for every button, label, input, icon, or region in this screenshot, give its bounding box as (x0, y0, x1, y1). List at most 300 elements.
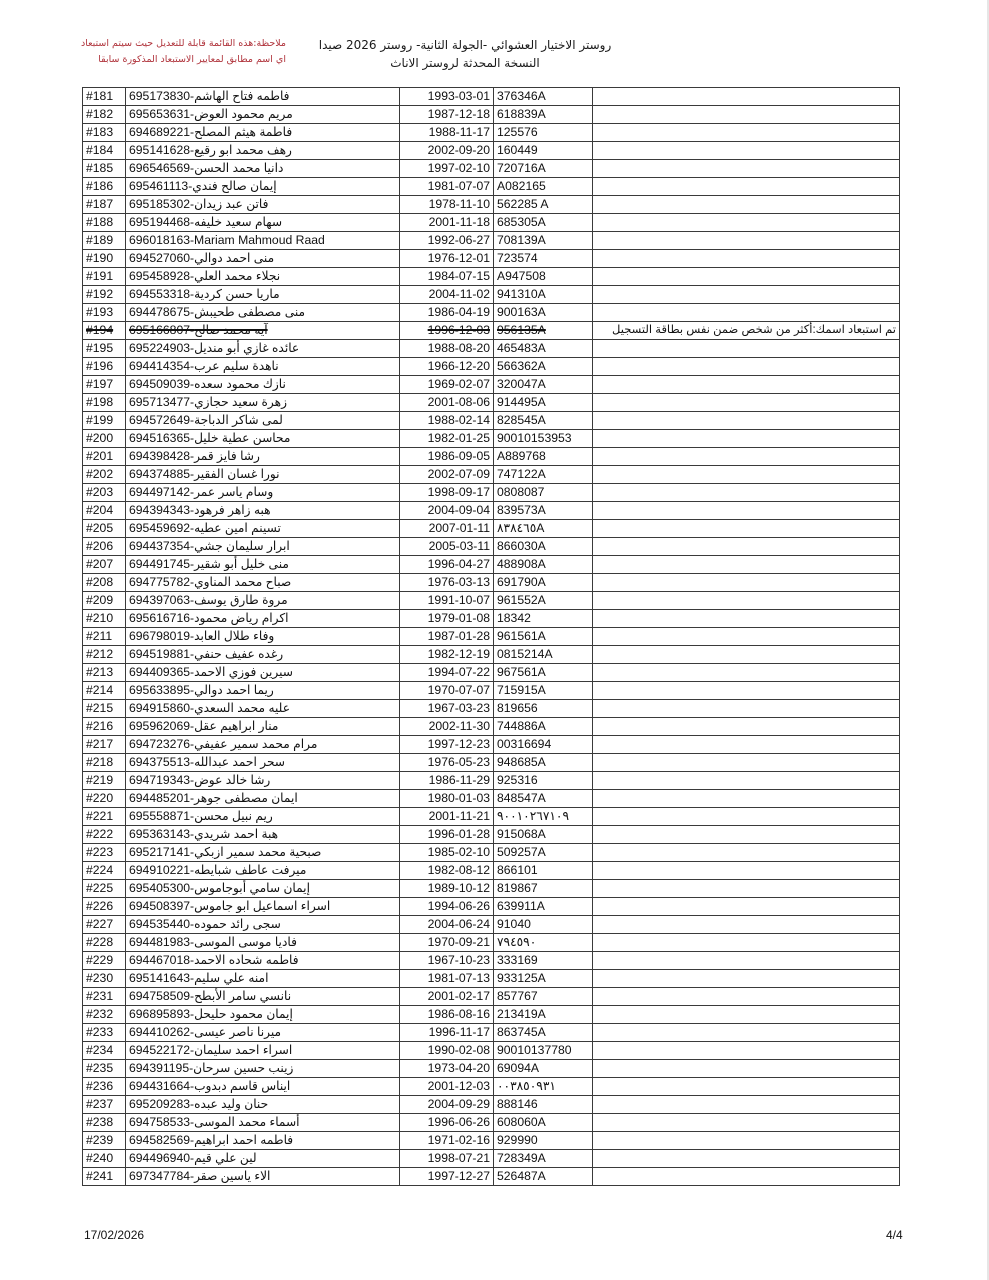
applicant-name: 694391195-زينب حسين سرحان (126, 1060, 400, 1078)
exclusion-remark (593, 1132, 900, 1150)
exclusion-remark (593, 1168, 900, 1186)
applicant-name: 694572649-لمى شاكر الدباجة (126, 412, 400, 430)
id-number: ٠٠٣٨٥٠٩٣١ (494, 1078, 593, 1096)
exclusion-remark (593, 376, 900, 394)
birth-date: 2001-02-17 (400, 988, 494, 1006)
table-row (83, 1078, 900, 1096)
row-number: #191 (83, 268, 126, 286)
table-row (83, 1132, 900, 1150)
applicant-name: 694375513-سحر احمد عبدالله (126, 754, 400, 772)
row-number: #221 (83, 808, 126, 826)
table-row (83, 124, 900, 142)
table-row (83, 322, 900, 340)
table-row (83, 358, 900, 376)
row-number: #225 (83, 880, 126, 898)
row-number: #183 (83, 124, 126, 142)
id-number: A889768 (494, 448, 593, 466)
row-number: #216 (83, 718, 126, 736)
birth-date: 2004-09-04 (400, 502, 494, 520)
table-row (83, 664, 900, 682)
id-number: 747122A (494, 466, 593, 484)
id-number: 848547A (494, 790, 593, 808)
exclusion-remark (593, 88, 900, 106)
row-number: #231 (83, 988, 126, 1006)
row-number: #199 (83, 412, 126, 430)
applicant-name: 694527060-منى احمد دوالي (126, 250, 400, 268)
applicant-name: 694394343-هبه زاهر فرهود (126, 502, 400, 520)
id-number: 320047A (494, 376, 593, 394)
exclusion-remark (593, 628, 900, 646)
id-number: 866030A (494, 538, 593, 556)
row-number: #198 (83, 394, 126, 412)
birth-date: 2004-06-24 (400, 916, 494, 934)
exclusion-remark (593, 970, 900, 988)
row-number: #233 (83, 1024, 126, 1042)
exclusion-remark (593, 358, 900, 376)
row-number: #206 (83, 538, 126, 556)
table-row (83, 862, 900, 880)
applicant-name: 694723276-مرام محمد سمير عفيفي (126, 736, 400, 754)
exclusion-remark (593, 700, 900, 718)
exclusion-remark (593, 754, 900, 772)
birth-date: 1988-08-20 (400, 340, 494, 358)
id-number: 376346A (494, 88, 593, 106)
applicant-name: 694519881-رغده عفيف حنفي (126, 646, 400, 664)
applicant-name: 695405300-إيمان سامي أبوجاموس (126, 880, 400, 898)
exclusion-remark (593, 898, 900, 916)
roster-table (82, 87, 900, 1186)
birth-date: 1966-12-20 (400, 358, 494, 376)
id-number: 967561A (494, 664, 593, 682)
birth-date: 1986-08-16 (400, 1006, 494, 1024)
applicant-name: 694431664-ايناس قاسم دبدوب (126, 1078, 400, 1096)
exclusion-remark: تم استبعاد اسمك:أكثر من شخص ضمن نفس بطاقة التسجيل (593, 322, 900, 340)
exclusion-remark (593, 1024, 900, 1042)
row-number: #239 (83, 1132, 126, 1150)
exclusion-note (60, 36, 286, 68)
id-number: ٧٩٤٥٩٠ (494, 934, 593, 952)
id-number: 125576 (494, 124, 593, 142)
footer-date: 17/02/2026 (84, 1228, 145, 1242)
row-number: #181 (83, 88, 126, 106)
birth-date: 1993-03-01 (400, 88, 494, 106)
id-number: 00316694 (494, 736, 593, 754)
id-number: 691790A (494, 574, 593, 592)
table-row (83, 304, 900, 322)
exclusion-remark (593, 682, 900, 700)
applicant-name: 695461113-إيمان صالح فندي (126, 178, 400, 196)
exclusion-remark (593, 826, 900, 844)
birth-date: 1996-12-03 (400, 322, 494, 340)
exclusion-remark (593, 592, 900, 610)
exclusion-remark (593, 448, 900, 466)
row-number: #207 (83, 556, 126, 574)
birth-date: 1985-02-10 (400, 844, 494, 862)
birth-date: 2004-11-02 (400, 286, 494, 304)
birth-date: 1987-12-18 (400, 106, 494, 124)
table-row (83, 376, 900, 394)
table-row (83, 844, 900, 862)
row-number: #220 (83, 790, 126, 808)
birth-date: 1989-10-12 (400, 880, 494, 898)
row-number: #215 (83, 700, 126, 718)
applicant-name: 694414354-ناهدة سليم عرب (126, 358, 400, 376)
table-row (83, 790, 900, 808)
birth-date: 2001-11-18 (400, 214, 494, 232)
id-number: 819867 (494, 880, 593, 898)
applicant-name: 695217141-صبحية محمد سمير ازبكي (126, 844, 400, 862)
row-number: #189 (83, 232, 126, 250)
row-number: #204 (83, 502, 126, 520)
exclusion-remark (593, 772, 900, 790)
id-number: 488908A (494, 556, 593, 574)
applicant-name: 694496940-لين علي قيم (126, 1150, 400, 1168)
exclusion-remark (593, 340, 900, 358)
applicant-name: 695616716-اكرام رياض محمود (126, 610, 400, 628)
exclusion-remark (593, 844, 900, 862)
id-number: 213419A (494, 1006, 593, 1024)
exclusion-remark (593, 214, 900, 232)
row-number: #194 (83, 322, 126, 340)
applicant-name: 694535440-سجى رائد حموده (126, 916, 400, 934)
applicant-name: 696895893-إيمان محمود حليحل (126, 1006, 400, 1024)
id-number: 925316 (494, 772, 593, 790)
exclusion-remark (593, 250, 900, 268)
table-row (83, 1060, 900, 1078)
exclusion-remark (593, 178, 900, 196)
id-number: 914495A (494, 394, 593, 412)
applicant-name: 694410262-ميرنا ناصر عيسى (126, 1024, 400, 1042)
table-row (83, 394, 900, 412)
exclusion-remark (593, 106, 900, 124)
birth-date: 1973-04-20 (400, 1060, 494, 1078)
applicant-name: 694409365-سيرين فوزي الاحمد (126, 664, 400, 682)
birth-date: 1988-11-17 (400, 124, 494, 142)
exclusion-remark (593, 880, 900, 898)
row-number: #188 (83, 214, 126, 232)
table-row (83, 250, 900, 268)
table-row (83, 1168, 900, 1186)
row-number: #202 (83, 466, 126, 484)
applicant-name: 694437354-ابرار سليمان جشي (126, 538, 400, 556)
row-number: #228 (83, 934, 126, 952)
applicant-name: 695459692-تسينم امين عطيه (126, 520, 400, 538)
table-row (83, 988, 900, 1006)
applicant-name: 695209283-حنان وليد عبده (126, 1096, 400, 1114)
row-number: #190 (83, 250, 126, 268)
applicant-name: 695363143-هبة احمد شريدي (126, 826, 400, 844)
id-number: 333169 (494, 952, 593, 970)
exclusion-remark (593, 160, 900, 178)
applicant-name: 694467018-فاطمه شحاده الاحمد (126, 952, 400, 970)
exclusion-remark (593, 718, 900, 736)
applicant-name: 695713477-زهرة سعيد حجازي (126, 394, 400, 412)
footer-page-number: 4/4 (886, 1228, 903, 1242)
id-number: 0808087 (494, 484, 593, 502)
exclusion-remark (593, 466, 900, 484)
applicant-name: 694522172-اسراء احمد سليمان (126, 1042, 400, 1060)
applicant-name: 694582569-فاطمه احمد ابراهيم (126, 1132, 400, 1150)
table-row (83, 1042, 900, 1060)
exclusion-remark (593, 196, 900, 214)
row-number: #226 (83, 898, 126, 916)
exclusion-remark (593, 484, 900, 502)
table-row (83, 340, 900, 358)
id-number: 961561A (494, 628, 593, 646)
id-number: 18342 (494, 610, 593, 628)
birth-date: 2002-09-20 (400, 142, 494, 160)
id-number: 866101 (494, 862, 593, 880)
applicant-name: 694374885-نورا غسان الفقير (126, 466, 400, 484)
exclusion-remark (593, 952, 900, 970)
id-number: A947508 (494, 268, 593, 286)
birth-date: 1971-02-16 (400, 1132, 494, 1150)
birth-date: 1987-01-28 (400, 628, 494, 646)
exclusion-remark (593, 1150, 900, 1168)
birth-date: 2001-12-03 (400, 1078, 494, 1096)
table-row (83, 538, 900, 556)
birth-date: 1986-04-19 (400, 304, 494, 322)
exclusion-remark (593, 610, 900, 628)
exclusion-remark (593, 538, 900, 556)
applicant-name: 696798019-وفاء طلال العابد (126, 628, 400, 646)
birth-date: 2004-09-29 (400, 1096, 494, 1114)
row-number: #185 (83, 160, 126, 178)
row-number: #200 (83, 430, 126, 448)
exclusion-remark (593, 502, 900, 520)
id-number: 91040 (494, 916, 593, 934)
row-number: #196 (83, 358, 126, 376)
applicant-name: 696018163-Mariam Mahmoud Raad (126, 232, 400, 250)
birth-date: 1970-09-21 (400, 934, 494, 952)
table-row (83, 286, 900, 304)
birth-date: 1980-01-03 (400, 790, 494, 808)
applicant-name: 694758533-أسماء محمد الموسى (126, 1114, 400, 1132)
applicant-name: 695141643-امنه علي سليم (126, 970, 400, 988)
applicant-name: 694915860-عليه محمد السعدي (126, 700, 400, 718)
table-row (83, 466, 900, 484)
exclusion-remark (593, 232, 900, 250)
row-number: #205 (83, 520, 126, 538)
exclusion-remark (593, 808, 900, 826)
exclusion-remark (593, 142, 900, 160)
birth-date: 1982-12-19 (400, 646, 494, 664)
id-number: 509257A (494, 844, 593, 862)
id-number: 90010137780 (494, 1042, 593, 1060)
note-line-2: اي اسم مطابق لمعايير الاستبعاد المذكورة سابقا (98, 54, 286, 65)
applicant-name: 696546569-دانيا محمد الحسن (126, 160, 400, 178)
applicant-name: 694516365-محاسن عطية خليل (126, 430, 400, 448)
exclusion-remark (593, 394, 900, 412)
table-row (83, 430, 900, 448)
table-row (83, 196, 900, 214)
row-number: #186 (83, 178, 126, 196)
birth-date: 1997-02-10 (400, 160, 494, 178)
row-number: #219 (83, 772, 126, 790)
id-number: 160449 (494, 142, 593, 160)
row-number: #218 (83, 754, 126, 772)
id-number: 857767 (494, 988, 593, 1006)
id-number: 639911A (494, 898, 593, 916)
exclusion-remark (593, 1042, 900, 1060)
birth-date: 1970-07-07 (400, 682, 494, 700)
birth-date: 1976-12-01 (400, 250, 494, 268)
row-number: #187 (83, 196, 126, 214)
exclusion-remark (593, 988, 900, 1006)
table-row (83, 232, 900, 250)
table-row (83, 970, 900, 988)
note-line-1: ملاحظة:هذه القائمة قابلة للتعديل حيث سيتم استبعاد (80, 38, 286, 49)
table-row (83, 1150, 900, 1168)
row-number: #223 (83, 844, 126, 862)
table-row (83, 106, 900, 124)
applicant-name: 694478675-منى مصطفى طحيبش (126, 304, 400, 322)
birth-date: 2005-03-11 (400, 538, 494, 556)
birth-date: 1994-07-22 (400, 664, 494, 682)
applicant-name: 695633895-ريما احمد دوالي (126, 682, 400, 700)
id-number: 929990 (494, 1132, 593, 1150)
row-number: #227 (83, 916, 126, 934)
exclusion-remark (593, 268, 900, 286)
exclusion-remark (593, 574, 900, 592)
id-number: 708139A (494, 232, 593, 250)
birth-date: 1982-08-12 (400, 862, 494, 880)
id-number: 728349A (494, 1150, 593, 1168)
table-row (83, 682, 900, 700)
exclusion-remark (593, 430, 900, 448)
exclusion-remark (593, 520, 900, 538)
table-row (83, 898, 900, 916)
exclusion-remark (593, 934, 900, 952)
applicant-name: 694398428-رشا فايز قمر (126, 448, 400, 466)
exclusion-remark (593, 736, 900, 754)
birth-date: 1994-06-26 (400, 898, 494, 916)
birth-date: 1996-06-26 (400, 1114, 494, 1132)
roster-table-body (83, 88, 900, 1186)
id-number: 956135A (494, 322, 593, 340)
exclusion-remark (593, 412, 900, 430)
table-row (83, 448, 900, 466)
row-number: #193 (83, 304, 126, 322)
exclusion-remark (593, 1096, 900, 1114)
exclusion-remark (593, 304, 900, 322)
birth-date: 2007-01-11 (400, 520, 494, 538)
row-number: #238 (83, 1114, 126, 1132)
table-row (83, 916, 900, 934)
id-number: A082165 (494, 178, 593, 196)
id-number: 839573A (494, 502, 593, 520)
row-number: #241 (83, 1168, 126, 1186)
birth-date: 1979-01-08 (400, 610, 494, 628)
table-row (83, 502, 900, 520)
table-row (83, 934, 900, 952)
id-number: 941310A (494, 286, 593, 304)
applicant-name: 695558871-ريم نبيل محسن (126, 808, 400, 826)
id-number: 819656 (494, 700, 593, 718)
exclusion-remark (593, 124, 900, 142)
table-row (83, 214, 900, 232)
row-number: #224 (83, 862, 126, 880)
table-row (83, 700, 900, 718)
table-row (83, 718, 900, 736)
table-row (83, 952, 900, 970)
birth-date: 1967-10-23 (400, 952, 494, 970)
id-number: 888146 (494, 1096, 593, 1114)
document-title (300, 36, 630, 72)
row-number: #192 (83, 286, 126, 304)
row-number: #201 (83, 448, 126, 466)
id-number: 948685A (494, 754, 593, 772)
applicant-name: 694719343-رشا خالد عوض (126, 772, 400, 790)
id-number: 961552A (494, 592, 593, 610)
applicant-name: 697347784-الاء ياسين صقر (126, 1168, 400, 1186)
table-row (83, 1114, 900, 1132)
id-number: 915068A (494, 826, 593, 844)
row-number: #236 (83, 1078, 126, 1096)
id-number: 69094A (494, 1060, 593, 1078)
birth-date: 1978-11-10 (400, 196, 494, 214)
row-number: #184 (83, 142, 126, 160)
id-number: 0815214A (494, 646, 593, 664)
row-number: #229 (83, 952, 126, 970)
id-number: 715915A (494, 682, 593, 700)
exclusion-remark (593, 916, 900, 934)
id-number: 526487A (494, 1168, 593, 1186)
id-number: 744886A (494, 718, 593, 736)
row-number: #211 (83, 628, 126, 646)
applicant-name: 694689221-فاطمة هيثم المصلح (126, 124, 400, 142)
id-number: 618839A (494, 106, 593, 124)
row-number: #195 (83, 340, 126, 358)
row-number: #222 (83, 826, 126, 844)
exclusion-remark (593, 556, 900, 574)
table-row (83, 412, 900, 430)
table-row (83, 142, 900, 160)
applicant-name: 694508397-اسراء اسماعيل ابو جاموس (126, 898, 400, 916)
row-number: #214 (83, 682, 126, 700)
table-row (83, 556, 900, 574)
id-number: 828545A (494, 412, 593, 430)
row-number: #235 (83, 1060, 126, 1078)
birth-date: 1998-07-21 (400, 1150, 494, 1168)
id-number: ٨٣٨٤٦٥A (494, 520, 593, 538)
birth-date: 2002-11-30 (400, 718, 494, 736)
table-row (83, 880, 900, 898)
birth-date: 1997-12-27 (400, 1168, 494, 1186)
birth-date: 1986-09-05 (400, 448, 494, 466)
applicant-name: 694491745-منى خليل أبو شقير (126, 556, 400, 574)
applicant-name: 694485201-ايمان مصطفى جوهر (126, 790, 400, 808)
table-row (83, 808, 900, 826)
exclusion-remark (593, 286, 900, 304)
id-number: 608060A (494, 1114, 593, 1132)
row-number: #232 (83, 1006, 126, 1024)
row-number: #182 (83, 106, 126, 124)
id-number: 933125A (494, 970, 593, 988)
row-number: #213 (83, 664, 126, 682)
row-number: #209 (83, 592, 126, 610)
row-number: #230 (83, 970, 126, 988)
birth-date: 1997-12-23 (400, 736, 494, 754)
exclusion-remark (593, 862, 900, 880)
birth-date: 1996-11-17 (400, 1024, 494, 1042)
table-row (83, 826, 900, 844)
birth-date: 2001-11-21 (400, 808, 494, 826)
row-number: #237 (83, 1096, 126, 1114)
table-row (83, 1096, 900, 1114)
row-number: #217 (83, 736, 126, 754)
applicant-name: 694397063-مروة طارق يوسف (126, 592, 400, 610)
